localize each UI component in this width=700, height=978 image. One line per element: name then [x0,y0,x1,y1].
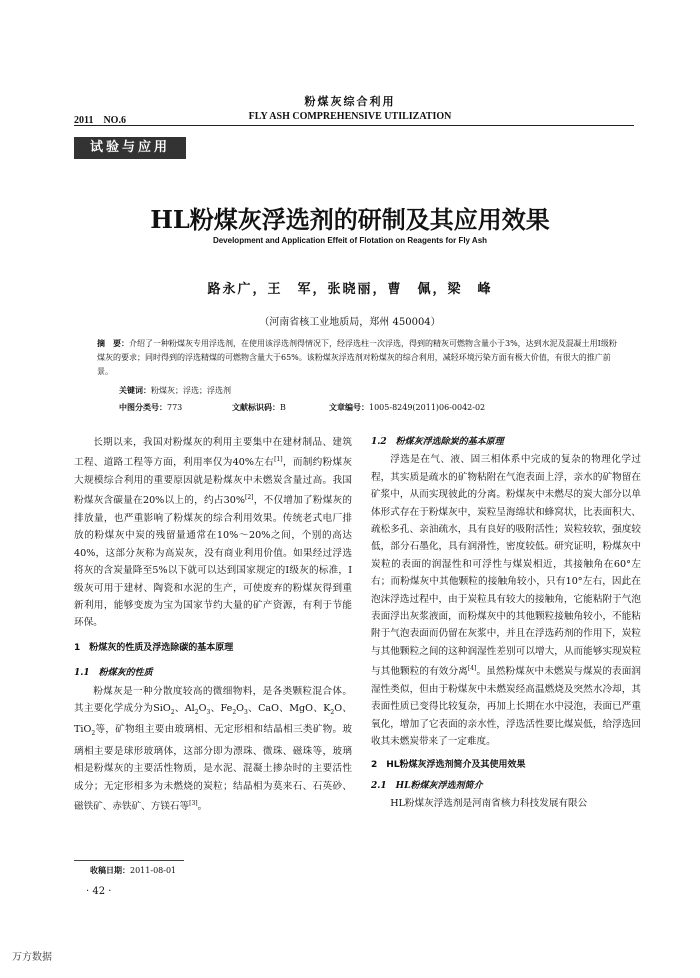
ref-4: [4] [467,665,477,673]
section-heading-1: 1 粉煤灰的性质及浮选除碳的基本原理 [74,642,234,653]
footnote-rule [74,860,184,861]
section-heading-2: 2 HL粉煤灰浮选剂简介及其使用效果 [371,759,526,770]
journal-title-cn: 粉煤灰综合利用 [304,95,396,108]
intro-paragraph: 长期以来，我国对粉煤灰的利用主要集中在建材制品、建筑工程、道路工程等方面，利用率仅为40%左右[1]，而制约粉煤灰大规模综合利用的重要原因就是粉煤灰中未燃炭含量过高。我国粉煤灰含碳量在20%以上的，约占30%[2]，不仅增加了粉煤灰的排放量，也严重影响了粉煤灰的综合利用效果。传统老式电厂排放的粉煤灰中炭的残留量通常在10%～20%之间，个别的高达40%，这部分灰称为高炭灰，没有商业利用价值。如果经过浮选将灰的含炭量降至5%以下就可以达到国家规定的Ⅰ级灰的标准，Ⅰ级灰可用于建材、陶瓷和水泥的生产，可使废弃的粉煤灰得到重新利用，能够变废为宝为国家节约大量的矿产资源，有利于节能环保。 [74,437,353,629]
received-date [90,865,176,876]
header-rule [74,125,634,126]
ref-2: [2] [244,494,254,502]
abstract [97,336,617,379]
section-heading-1-1: 1.1 粉煤灰的性质 [74,668,153,679]
paragraph-1-2: 浮选是在气、液、固三相体系中完成的复杂的物理化学过程，其实质是疏水的矿物粘附在气泡表面上浮，亲水的矿物留在矿浆中，从而实现彼此的分离。粉煤灰中未燃尽的炭大部分以单体形式存在于粉煤灰中，炭粒呈海绵状和蜂窝状，比表面积大、疏松多孔、亲油疏水，具有良好的吸附活性；炭粒较软，强度较低，部分石墨化，具有润滑性，密度较低。研究证明，粉煤灰中炭粒的表面的润湿性和可浮性与煤炭相近，其接触角在60°左右；而粉煤灰中其他颗粒的接触角较小，只有10°左右，因此在泡沫浮选过程中，由于炭粒具有较大的接触角，它能粘附于气泡表面浮出灰浆液面，而粉煤灰中的其他颗粒接触角较小，不能粘附于气泡表面而仍留在灰浆中，并且在浮选药剂的作用下，炭粒与其他颗粒之间的这种润湿性差别可以增大，从而能够实现炭粒与其他颗粒的有效分离[4]。虽然粉煤灰中未燃炭与煤炭的表面润湿性类似，但由于粉煤灰中未燃炭经高温燃烧及突然水冷却，其表面性质已变得比较复杂，再加上长期在水中浸泡，表面已严重氧化，增加了它表面的亲水性，浮选活性要比煤炭低，给浮选回收其未燃炭带来了一定难度。 [371,454,642,748]
received-label: 收稿日期： [90,865,130,875]
clc-label: 中图分类号： [119,402,167,412]
affiliation: （河南省核工业地质局，郑州 450004） [259,317,441,328]
doc-code [232,402,286,413]
issue-number: 2011 NO.6 [74,115,126,126]
paragraph-1-1: 粉煤灰是一种分散度较高的微细物料，是各类颗粒混合体。其主要化学成分为SiO$_2$、$Al_2O_3$、$Fe_2O_3$、CaO、MgO、$K_2O$、TiO$_2$等，矿物组主要由玻璃相、无定形相和结晶相三类矿物。玻璃相主要是球形玻璃体，这部分即为漂珠、微珠、磁珠等，玻璃相是粉煤灰的主要活性物质，是水泥、混凝土掺杂时的主要活性成分；无定形相多为未燃烧的炭粒；结晶相为莫来石、石英砂、磁铁矿、赤铁矿、方镁石等[3]。 [74,685,353,813]
clc-value: 773 [167,403,183,412]
authors: 路永广，王 军，张晓丽，曹 佩，梁 峰 [207,282,493,297]
received-value: 2011-08-01 [130,866,177,875]
article-subtitle-en: Development and Application Effeit of Flotation on Reagents for Fly Ash [212,236,488,245]
paragraph-2-1: HL粉煤灰浮选剂是河南省核力科技发展有限公 [390,798,588,810]
article-number-label: 文章编号： [329,402,369,412]
article-number [329,402,485,413]
article-title: HL粉煤灰浮选剂的研制及其应用效果 [150,205,550,234]
doc-code-value: B [280,403,286,412]
section-heading-2-1: 2.1 HL粉煤灰浮选剂简介 [371,780,483,791]
abstract-label: 摘 要： [97,338,129,348]
keywords-label: 关键词： [119,385,151,395]
keywords-text: 粉煤灰；浮选；浮选剂 [151,386,231,395]
left-column [74,434,352,816]
journal-title-en: FLY ASH COMPREHENSIVE UTILIZATION [248,111,452,122]
section-heading-1-2: 1.2 粉煤灰浮选除炭的基本原理 [371,437,504,447]
watermark: 万方数据 [12,952,52,963]
page-number: · 42 · [86,886,112,897]
ref-1: [1] [274,456,283,464]
clc-number [119,402,182,413]
column-badge: 试验与应用 [74,137,186,159]
doc-code-label: 文献标识码： [232,402,280,412]
right-column [371,434,641,813]
keywords [119,385,231,396]
article-number-value: 1005-8249(2011)06-0042-02 [369,403,486,412]
abstract-text: 介绍了一种粉煤灰专用浮选剂，在使用该浮选剂得情况下，经浮选柱一次浮选，得到的精灰可燃物含量小于3%，达到水泥及混凝土用Ⅰ级粉煤灰的要求；同时得到的浮选精煤的可燃物含量大于65%。该粉煤灰浮选剂对粉煤灰的综合利用，减轻环境污染方面有极大价值，有很大的推广前景。 [97,339,617,376]
ref-3: [3] [189,799,198,807]
